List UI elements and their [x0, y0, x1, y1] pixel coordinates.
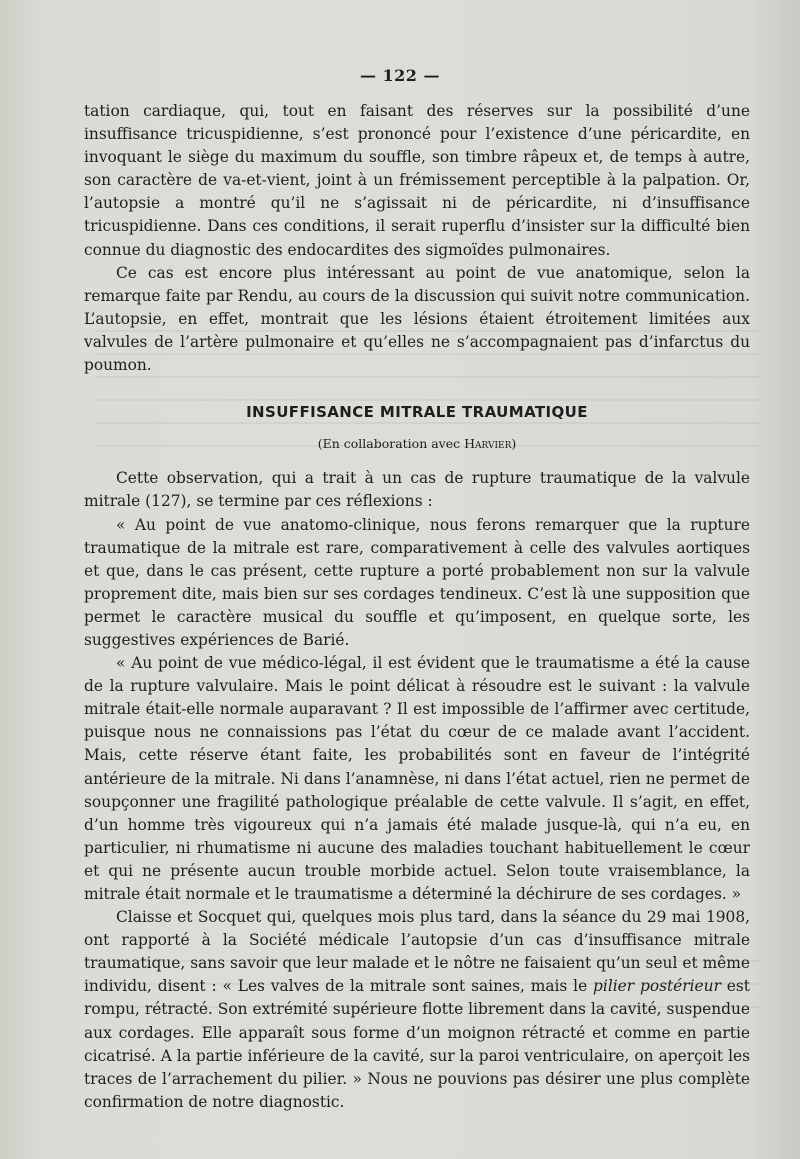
collab-name: Harvier: [464, 436, 512, 452]
paragraph-anatomy: Ce cas est encore plus intéressant au point de vue anatomique, selon la remarque faite par Rendu, au cours de la discussion qui suivit notre communication. L’autopsie, en effet, montrait que les lésions étaient étroitement limitées aux valvules de l’artère pulmonaire et qu’elles ne s’accompagnaient pas d’infarctus du poumon.: [84, 263, 750, 375]
claisse-text-b: est rompu, rétracté. Son extrémité supérieure flotte librement dans la cavité, suspendue aux cordages. Elle apparaît sous forme d’un moignon rétracté et comme en partie cicatrisé. A la partie inférieure de la cavité, sur la paroi ventriculaire, on aperçoit les traces de l’arrachement du pilier. » Nous ne pouvions pas désirer une plus complète confirmation de notre diagnostic.: [84, 977, 750, 1111]
claisse-text-a: Claisse et Socquet qui, quelques mois plus tard, dans la séance du 29 mai 1908, ont rapporté à la Société médicale l’autopsie d’un cas d’insuffisance mitrale traumatique, sans savoir que leur malade et le nôtre ne faisaient qu’un seul et même individu, disent : « Les valves de la mitrale sont saines, mais le: [84, 908, 750, 996]
page-number: — 122 —: [359, 66, 441, 85]
paragraph-claisse-socquet: [84, 906, 750, 1114]
page-body: [84, 100, 750, 1114]
collaboration-note: [84, 432, 750, 455]
section-title: INSUFFISANCE MITRALE TRAUMATIQUE: [246, 403, 588, 422]
quote-medico-legal: « Au point de vue médico-légal, il est évident que le traumatisme a été la cause de la rupture valvulaire. Mais le point délicat à résoudre est le suivant : la valvule mitrale était-elle normale auparavant ? Il est impossible de l’affirmer avec certitude, puisque nous ne connaissions pas l’état du cœur de ce malade avant l’accident. Mais, cette réserve étant faite, les probabilités sont en faveur de l’intégrité antérieure de la mitrale. Ni dans l’anamnèse, ni dans l’état actuel, rien ne permet de soupçonner une fragilité pathologique préalable de cette valvule. Il s’agit, en effet, d’un homme très vigoureux qui n’a jamais été malade jusque-là, qui n’a eu, en particulier, ni rhumatisme ni aucune des maladies touchant habituellement le cœur et qui ne présente aucun trouble morbide actuel. Selon toute vraisemblance, la mitrale était normale et le traumatisme a déterminé la déchirure de ses cordages. »: [84, 654, 750, 903]
paragraph-observation: Cette observation, qui a trait à un cas de rupture traumatique de la valvule mitrale (127), se termine par ces réflexions :: [84, 469, 750, 511]
quote-anatomo-clinique: « Au point de vue anatomo-clinique, nous ferons remarquer que la rupture traumatique de la mitrale est rare, comparativement à celle des valvules aortiques et que, dans le cas présent, cette rupture a porté probablement non sur la valvule proprement dite, mais bien sur ses cordages tendineux. C’est là une supposition que permet le caractère musical du souffle et qu’imposent, en quelque sorte, les suggestives expériences de Barié.: [84, 515, 750, 649]
collab-suffix: ): [511, 436, 517, 452]
collab-prefix: (En collaboration avec: [317, 436, 465, 452]
pilier-posterieur: pilier postérieur: [593, 977, 721, 996]
paragraph-continuation: tation cardiaque, qui, tout en faisant des réserves sur la possibilité d’une insuffisance tricuspidienne, s’est prononcé pour l’existence d’une péricardite, en invoquant le siège du maximum du souffle, son timbre râpeux et, de temps à autre, son caractère de va-et-vient, joint à un frémissement perceptible à la palpation. Or, l’autopsie a montré qu’il ne s’agissait ni de péricardite, ni d’insuffisance tricuspidienne. Dans ces conditions, il serait ruperflu d’insister sur la difficulté bien connue du diagnostic des endocardites des sigmoïdes pulmonaires.: [84, 102, 750, 259]
